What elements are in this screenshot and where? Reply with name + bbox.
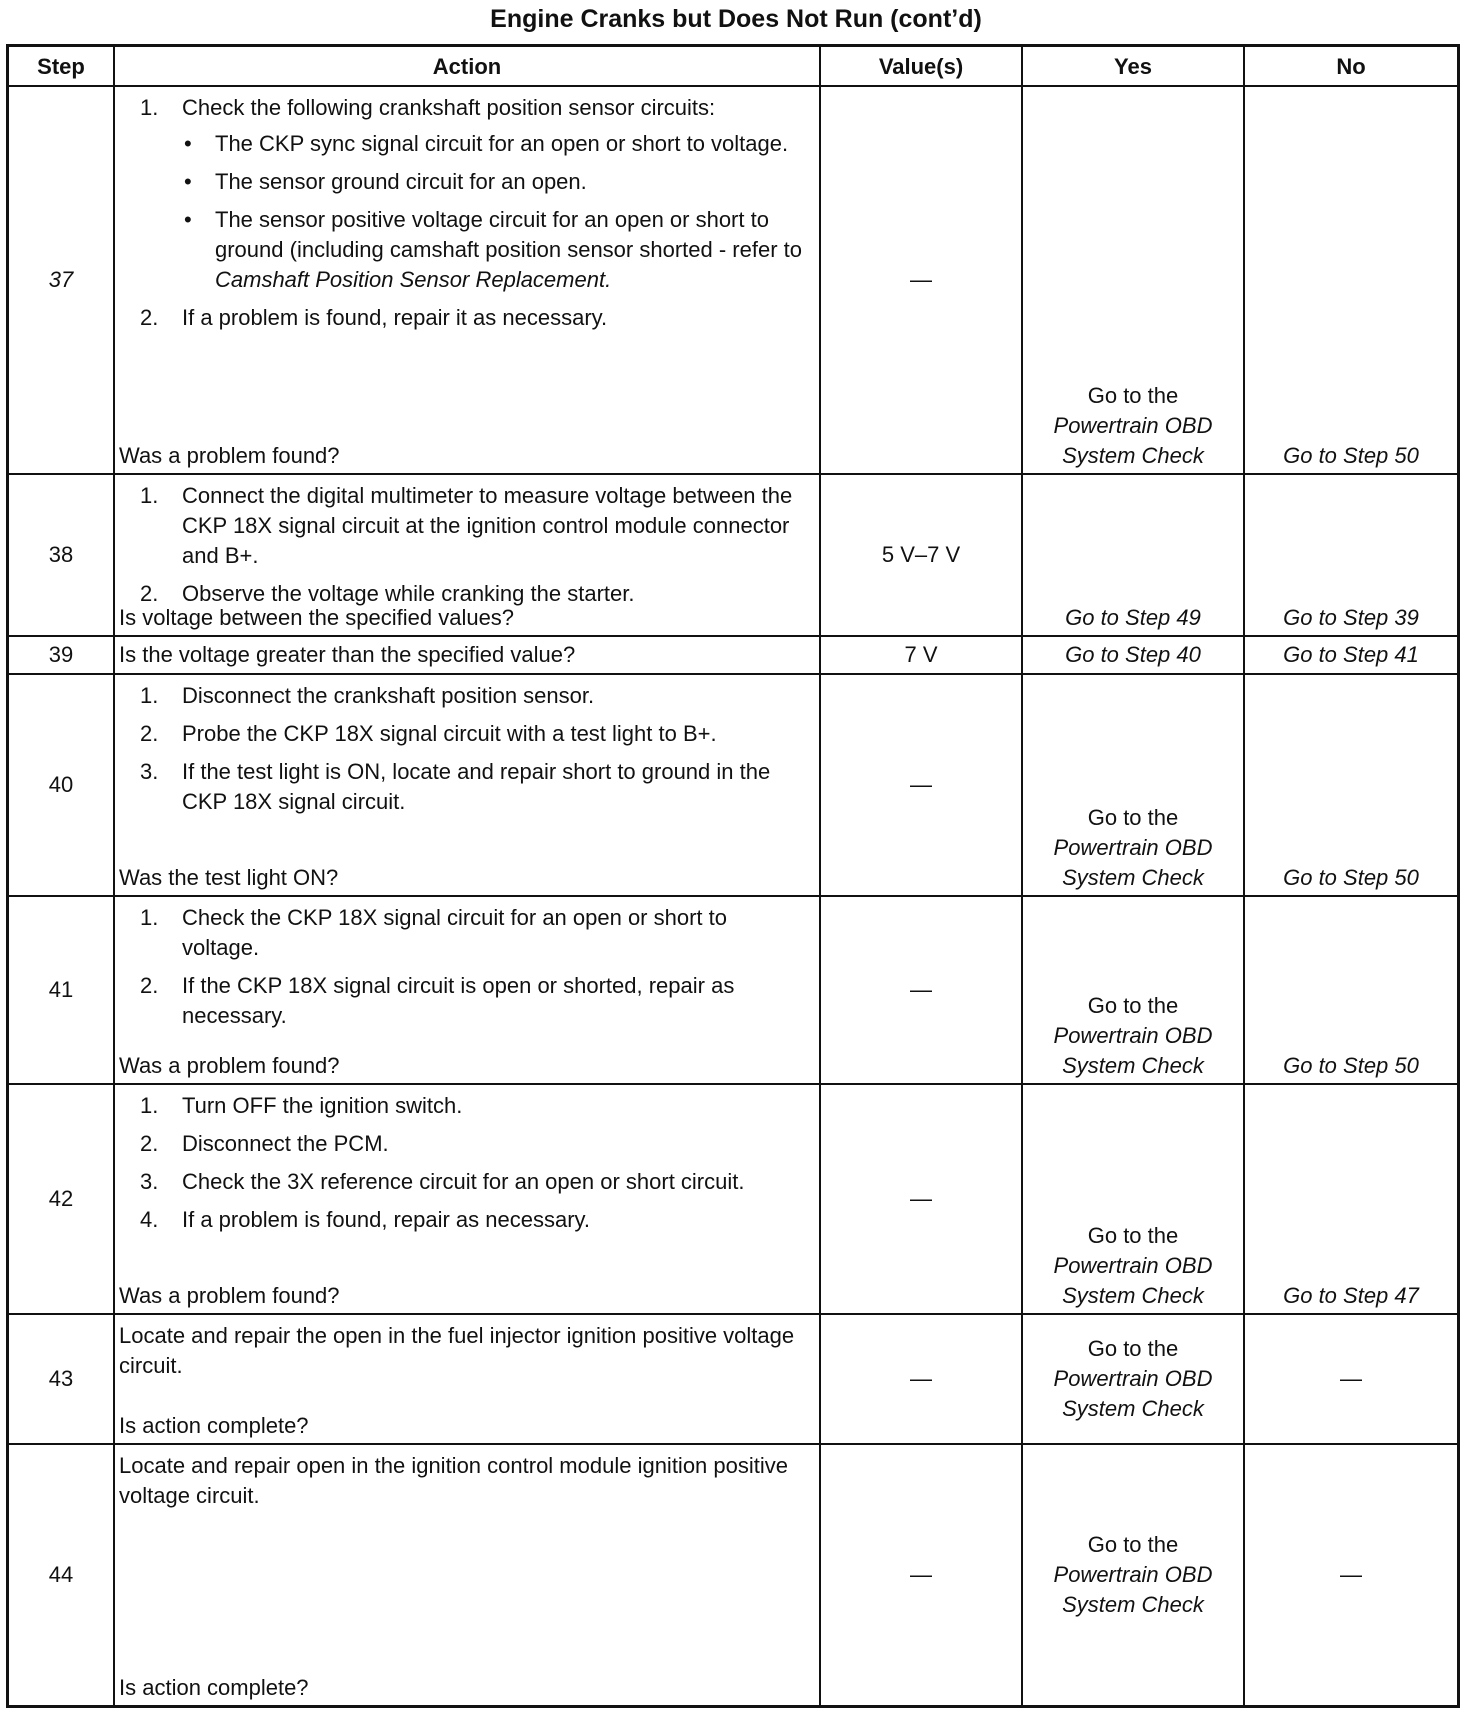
- action-item: 2. Probe the CKP 18X signal circuit with a test light to B+.: [140, 721, 717, 746]
- no-cell: Go to Step 50: [1243, 675, 1457, 895]
- action-cell: [113, 1085, 819, 1313]
- table-row: [9, 473, 1457, 635]
- step-number: 40: [48, 772, 74, 797]
- yes-cell: Go to the Powertrain OBD System Check: [1021, 1445, 1243, 1705]
- no-cell: Go to Step 41: [1243, 637, 1457, 673]
- bullet-icon: •: [184, 169, 192, 194]
- value-cell: —: [819, 1445, 1021, 1705]
- value-cell: —: [819, 1085, 1021, 1313]
- yes-cell: Go to the Powertrain OBD System Check: [1021, 675, 1243, 895]
- page-title: Engine Cranks but Does Not Run (cont’d): [490, 5, 982, 33]
- yes-cell: Go to the Powertrain OBD System Check: [1021, 87, 1243, 473]
- action-cell: [113, 1445, 819, 1705]
- table-row: [9, 85, 1457, 473]
- no-cell: —: [1243, 1315, 1457, 1443]
- action-item: 1. Check the following crankshaft position sensor circuits: • The CKP sync signal circuit for an open or short to voltage. • The sensor ground circuit for an open. • The sensor positive voltage circuit for an open or short to ground (including camshaft position sensor shorted - refer to Camshaft Position Sensor Replacement.: [115, 93, 819, 295]
- action-bullet: • The CKP sync signal circuit for an open or short to voltage.: [182, 129, 809, 159]
- table-row: [9, 895, 1457, 1083]
- table-row: [9, 673, 1457, 895]
- action-item: 1. Connect the digital multimeter to measure voltage between the CKP 18X signal circuit at the ignition control module connector and B+.: [140, 483, 793, 568]
- table-row: [9, 1083, 1457, 1313]
- header-step: Step: [37, 54, 85, 79]
- value-cell: —: [819, 87, 1021, 473]
- step-number: 38: [48, 542, 74, 567]
- action-cell: [113, 1315, 819, 1443]
- table-row: [9, 1313, 1457, 1443]
- no-cell: Go to Step 50: [1243, 897, 1457, 1083]
- action-item: 2. If a problem is found, repair it as necessary.: [140, 305, 608, 330]
- action-item: 2. Observe the voltage while cranking the starter.: [140, 581, 635, 606]
- no-cell: —: [1243, 1445, 1457, 1705]
- no-cell: Go to Step 47: [1243, 1085, 1457, 1313]
- value-cell: —: [819, 675, 1021, 895]
- table-row: [9, 635, 1457, 673]
- action-item: 2. Disconnect the PCM.: [140, 1131, 389, 1156]
- yes-cell: Go to the Powertrain OBD System Check: [1021, 897, 1243, 1083]
- diagnostic-table: [6, 44, 1460, 1708]
- step-number: 37: [48, 267, 74, 292]
- value-cell: —: [819, 897, 1021, 1083]
- value-cell: 7 V: [819, 637, 1021, 673]
- header-values: Value(s): [819, 47, 1021, 85]
- action-question: Was the test light ON?: [119, 865, 339, 890]
- value-cell: 5 V–7 V: [819, 475, 1021, 635]
- action-cell: [113, 87, 819, 473]
- table-row: [9, 1443, 1457, 1705]
- action-bullet: • The sensor positive voltage circuit for an open or short to ground (including camshaft position sensor shorted - refer to Camshaft Position Sensor Replacement.: [184, 207, 802, 292]
- action-text: Locate and repair open in the ignition control module ignition positive voltage circuit.: [119, 1453, 788, 1508]
- action-cell: [113, 475, 819, 635]
- step-number: 41: [48, 977, 74, 1002]
- action-question: Was a problem found?: [119, 1283, 340, 1308]
- action-bullet: • The sensor ground circuit for an open.: [182, 167, 809, 197]
- yes-cell: Go to Step 40: [1021, 637, 1243, 673]
- table-header: [9, 47, 1457, 85]
- action-item: 1. Check the CKP 18X signal circuit for an open or short to voltage.: [140, 905, 727, 960]
- action-question: Is action complete?: [119, 1413, 309, 1438]
- header-action: Action: [113, 47, 819, 85]
- yes-cell: Go to the Powertrain OBD System Check: [1021, 1085, 1243, 1313]
- step-number: 43: [48, 1366, 74, 1391]
- yes-cell: Go to Step 49: [1021, 475, 1243, 635]
- header-no: No: [1243, 47, 1457, 85]
- action-cell: [113, 675, 819, 895]
- action-item: 3. If the test light is ON, locate and repair short to ground in the CKP 18X signal circuit.: [140, 759, 771, 814]
- action-item: 1. Turn OFF the ignition switch.: [140, 1093, 463, 1118]
- step-number: 39: [48, 642, 74, 667]
- action-question: Is voltage between the specified values?: [119, 605, 515, 630]
- action-item: 1. Disconnect the crankshaft position sensor.: [140, 683, 595, 708]
- value-cell: —: [819, 1315, 1021, 1443]
- action-question: Was a problem found?: [119, 443, 340, 468]
- yes-cell: Go to the Powertrain OBD System Check: [1021, 1315, 1243, 1443]
- action-item: 4. If a problem is found, repair as necessary.: [140, 1207, 591, 1232]
- no-cell: Go to Step 39: [1243, 475, 1457, 635]
- header-yes: Yes: [1021, 47, 1243, 85]
- action-cell: [113, 637, 819, 673]
- action-question: Is the voltage greater than the specified value?: [119, 642, 576, 667]
- action-cell: [113, 897, 819, 1083]
- action-item: 2. If the CKP 18X signal circuit is open or shorted, repair as necessary.: [140, 973, 735, 1028]
- reference-link: Camshaft Position Sensor Replacement.: [215, 267, 612, 292]
- action-question: Was a problem found?: [119, 1053, 340, 1078]
- action-text: Locate and repair the open in the fuel injector ignition positive voltage circuit.: [119, 1323, 795, 1378]
- bullet-icon: •: [184, 131, 192, 156]
- step-number: 44: [48, 1562, 74, 1587]
- action-item: 3. Check the 3X reference circuit for an open or short circuit.: [140, 1169, 745, 1194]
- bullet-icon: •: [184, 207, 192, 232]
- step-number: 42: [48, 1186, 74, 1211]
- no-cell: Go to Step 50: [1243, 87, 1457, 473]
- action-question: Is action complete?: [119, 1675, 309, 1700]
